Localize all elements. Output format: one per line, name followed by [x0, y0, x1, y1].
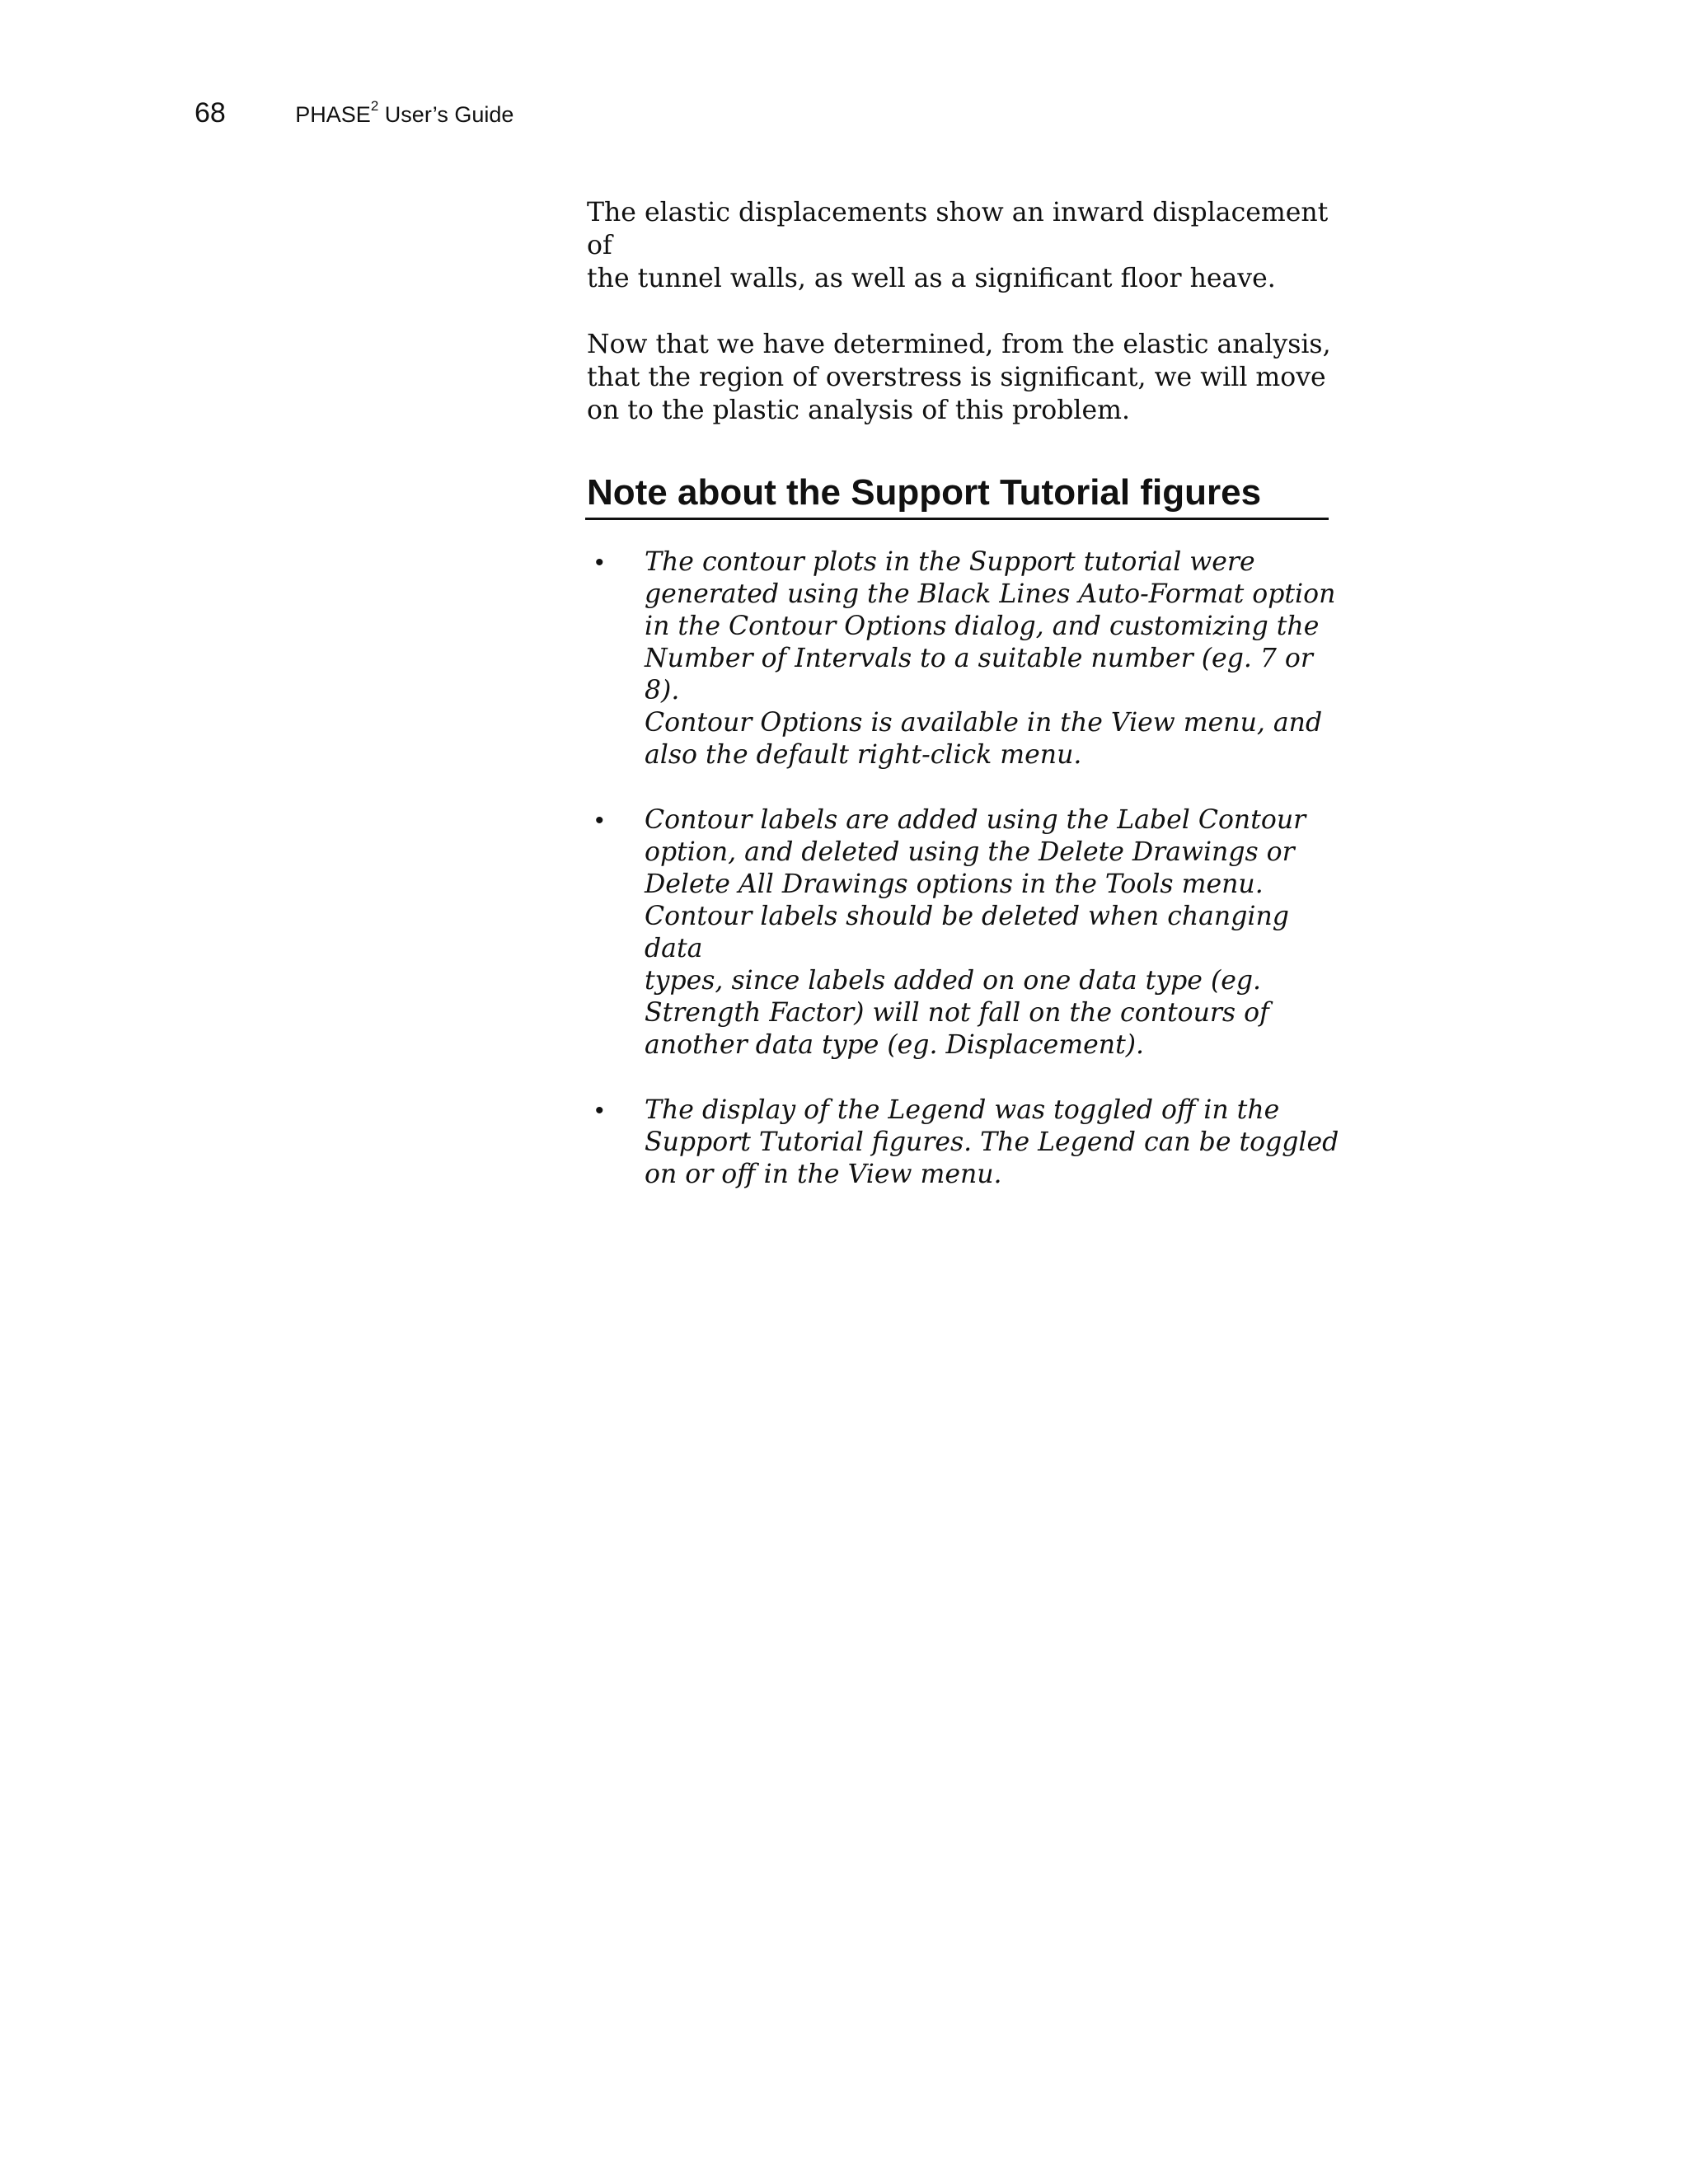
- paragraph-elastic-displacements: The elastic displacements show an inward displacement of the tunnel walls, as well as a significant floor heave.: [587, 198, 1329, 293]
- note-item-contour-labels: [587, 804, 1345, 1062]
- running-title-superscript: 2: [370, 98, 379, 114]
- running-title: [295, 98, 514, 128]
- note-text: The contour plots in the Support tutorial were generated using the Black Lines Auto-Format option in the Contour Options dialog, and customizing the Number of Intervals to a suitable number (eg. 7 or 8). Contour Options is available in the View menu, and also the default right-click menu.: [645, 547, 1336, 770]
- page-header: [195, 97, 513, 129]
- note-text: The display of the Legend was toggled off in the Support Tutorial figures. The Legend can be toggled on or off in the View menu.: [645, 1095, 1339, 1189]
- note-item-legend: [587, 1094, 1345, 1191]
- page-number: 68: [195, 97, 226, 129]
- note-list: [587, 546, 1345, 1191]
- running-title-main: PHASE: [295, 102, 371, 127]
- section-heading: Note about the Support Tutorial figures: [585, 471, 1329, 520]
- running-title-rest: User’s Guide: [378, 102, 514, 127]
- bullet-icon: •: [595, 549, 604, 576]
- note-text: Contour labels are added using the Label Contour option, and deleted using the Delete Drawings or Delete All Drawings options in the Tools menu. Contour labels should be deleted when changing data types, since labels added on one data type (eg. Strength Factor) will not fall on the contours of another data type (eg. Displacement).: [645, 805, 1306, 1060]
- note-item-contour-plots: [587, 546, 1345, 771]
- main-content: [587, 196, 1345, 1224]
- bullet-icon: •: [595, 807, 604, 834]
- paragraph-plastic-analysis: Now that we have determined, from the elastic analysis, that the region of overstress is significant, we will move on to the plastic analysis of this problem.: [587, 330, 1331, 425]
- bullet-icon: •: [595, 1097, 604, 1124]
